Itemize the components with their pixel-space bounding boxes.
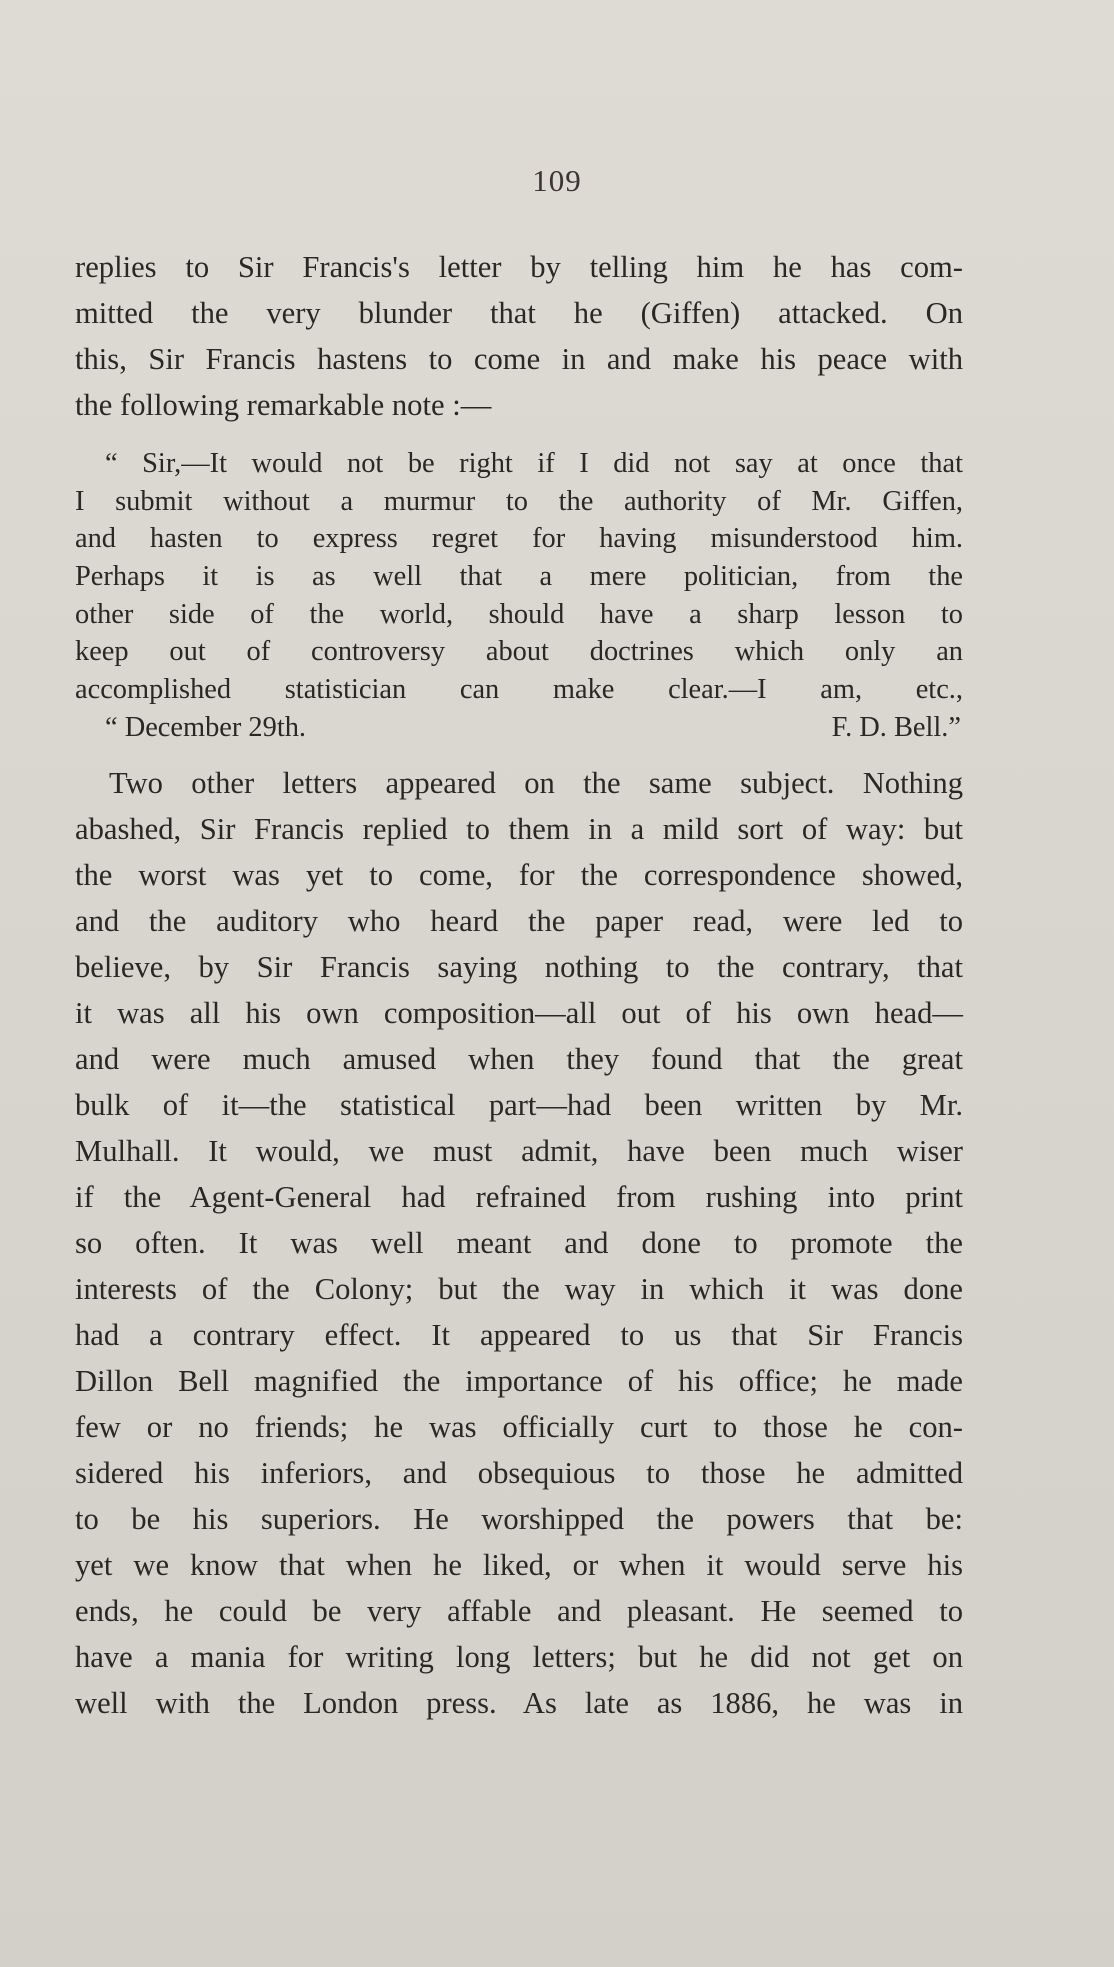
text-line: replies to Sir Francis's letter by telling him he has com- [75,250,963,284]
paragraph-1 [75,244,963,428]
text-line: yet we know that when he liked, or when it would serve his [75,1548,963,1582]
text-line: sidered his inferiors, and obsequious to those he admitted [75,1456,963,1490]
page-number: 109 [532,163,582,198]
quote-line: and hasten to express regret for having misunderstood him. [75,523,963,555]
quote-line: I submit without a murmur to the authority of Mr. Giffen, [75,485,963,517]
text-line: if the Agent-General had refrained from rushing into print [75,1180,963,1214]
text-line: so often. It was well meant and done to promote the [75,1226,963,1260]
text-line: have a mania for writing long letters; but he did not get on [75,1640,963,1674]
text-line: had a contrary effect. It appeared to us that Sir Francis [75,1318,963,1352]
text-line: the worst was yet to come, for the correspondence showed, [75,858,963,892]
quote-line: Perhaps it is as well that a mere politician, from the [75,561,963,593]
text-line: interests of the Colony; but the way in which it was done [75,1272,963,1306]
quote-line: accomplished statistician can make clear.—I am, etc., [75,674,963,706]
text-line: and were much amused when they found that the great [75,1042,963,1076]
quote-signature: F. D. Bell.” [831,711,961,743]
quoted-letter [75,445,963,747]
text-line: ends, he could be very affable and pleasant. He seemed to [75,1594,963,1628]
text-line: mitted the very blunder that he (Giffen) attacked. On [75,296,963,330]
paragraph-2 [75,760,963,1726]
text-line: this, Sir Francis hastens to come in and make his peace with [75,342,963,376]
text-line: to be his superiors. He worshipped the powers that be: [75,1502,963,1536]
text-line: believe, by Sir Francis saying nothing to the contrary, that [75,950,963,984]
text-line: bulk of it—the statistical part—had been written by Mr. [75,1088,963,1122]
quote-signature-line [75,709,963,747]
quote-date: “ December 29th. [105,711,307,743]
text-line: Two other letters appeared on the same subject. Nothing [109,766,963,800]
quote-line: other side of the world, should have a sharp lesson to [75,598,963,630]
quote-line: keep out of controversy about doctrines which only an [75,636,963,668]
text-line: it was all his own composition—all out of his own head— [75,996,963,1030]
text-line: the following remarkable note :— [75,388,492,422]
text-line: and the auditory who heard the paper read, were led to [75,904,963,938]
text-line: Mulhall. It would, we must admit, have been much wiser [75,1134,963,1168]
text-line: abashed, Sir Francis replied to them in a mild sort of way: but [75,812,963,846]
text-line: few or no friends; he was officially curt to those he con- [75,1410,963,1444]
text-line: well with the London press. As late as 1886, he was in [75,1686,963,1720]
quote-line: “ Sir,—It would not be right if I did not say at once that [105,448,963,479]
text-line: Dillon Bell magnified the importance of his office; he made [75,1364,963,1398]
